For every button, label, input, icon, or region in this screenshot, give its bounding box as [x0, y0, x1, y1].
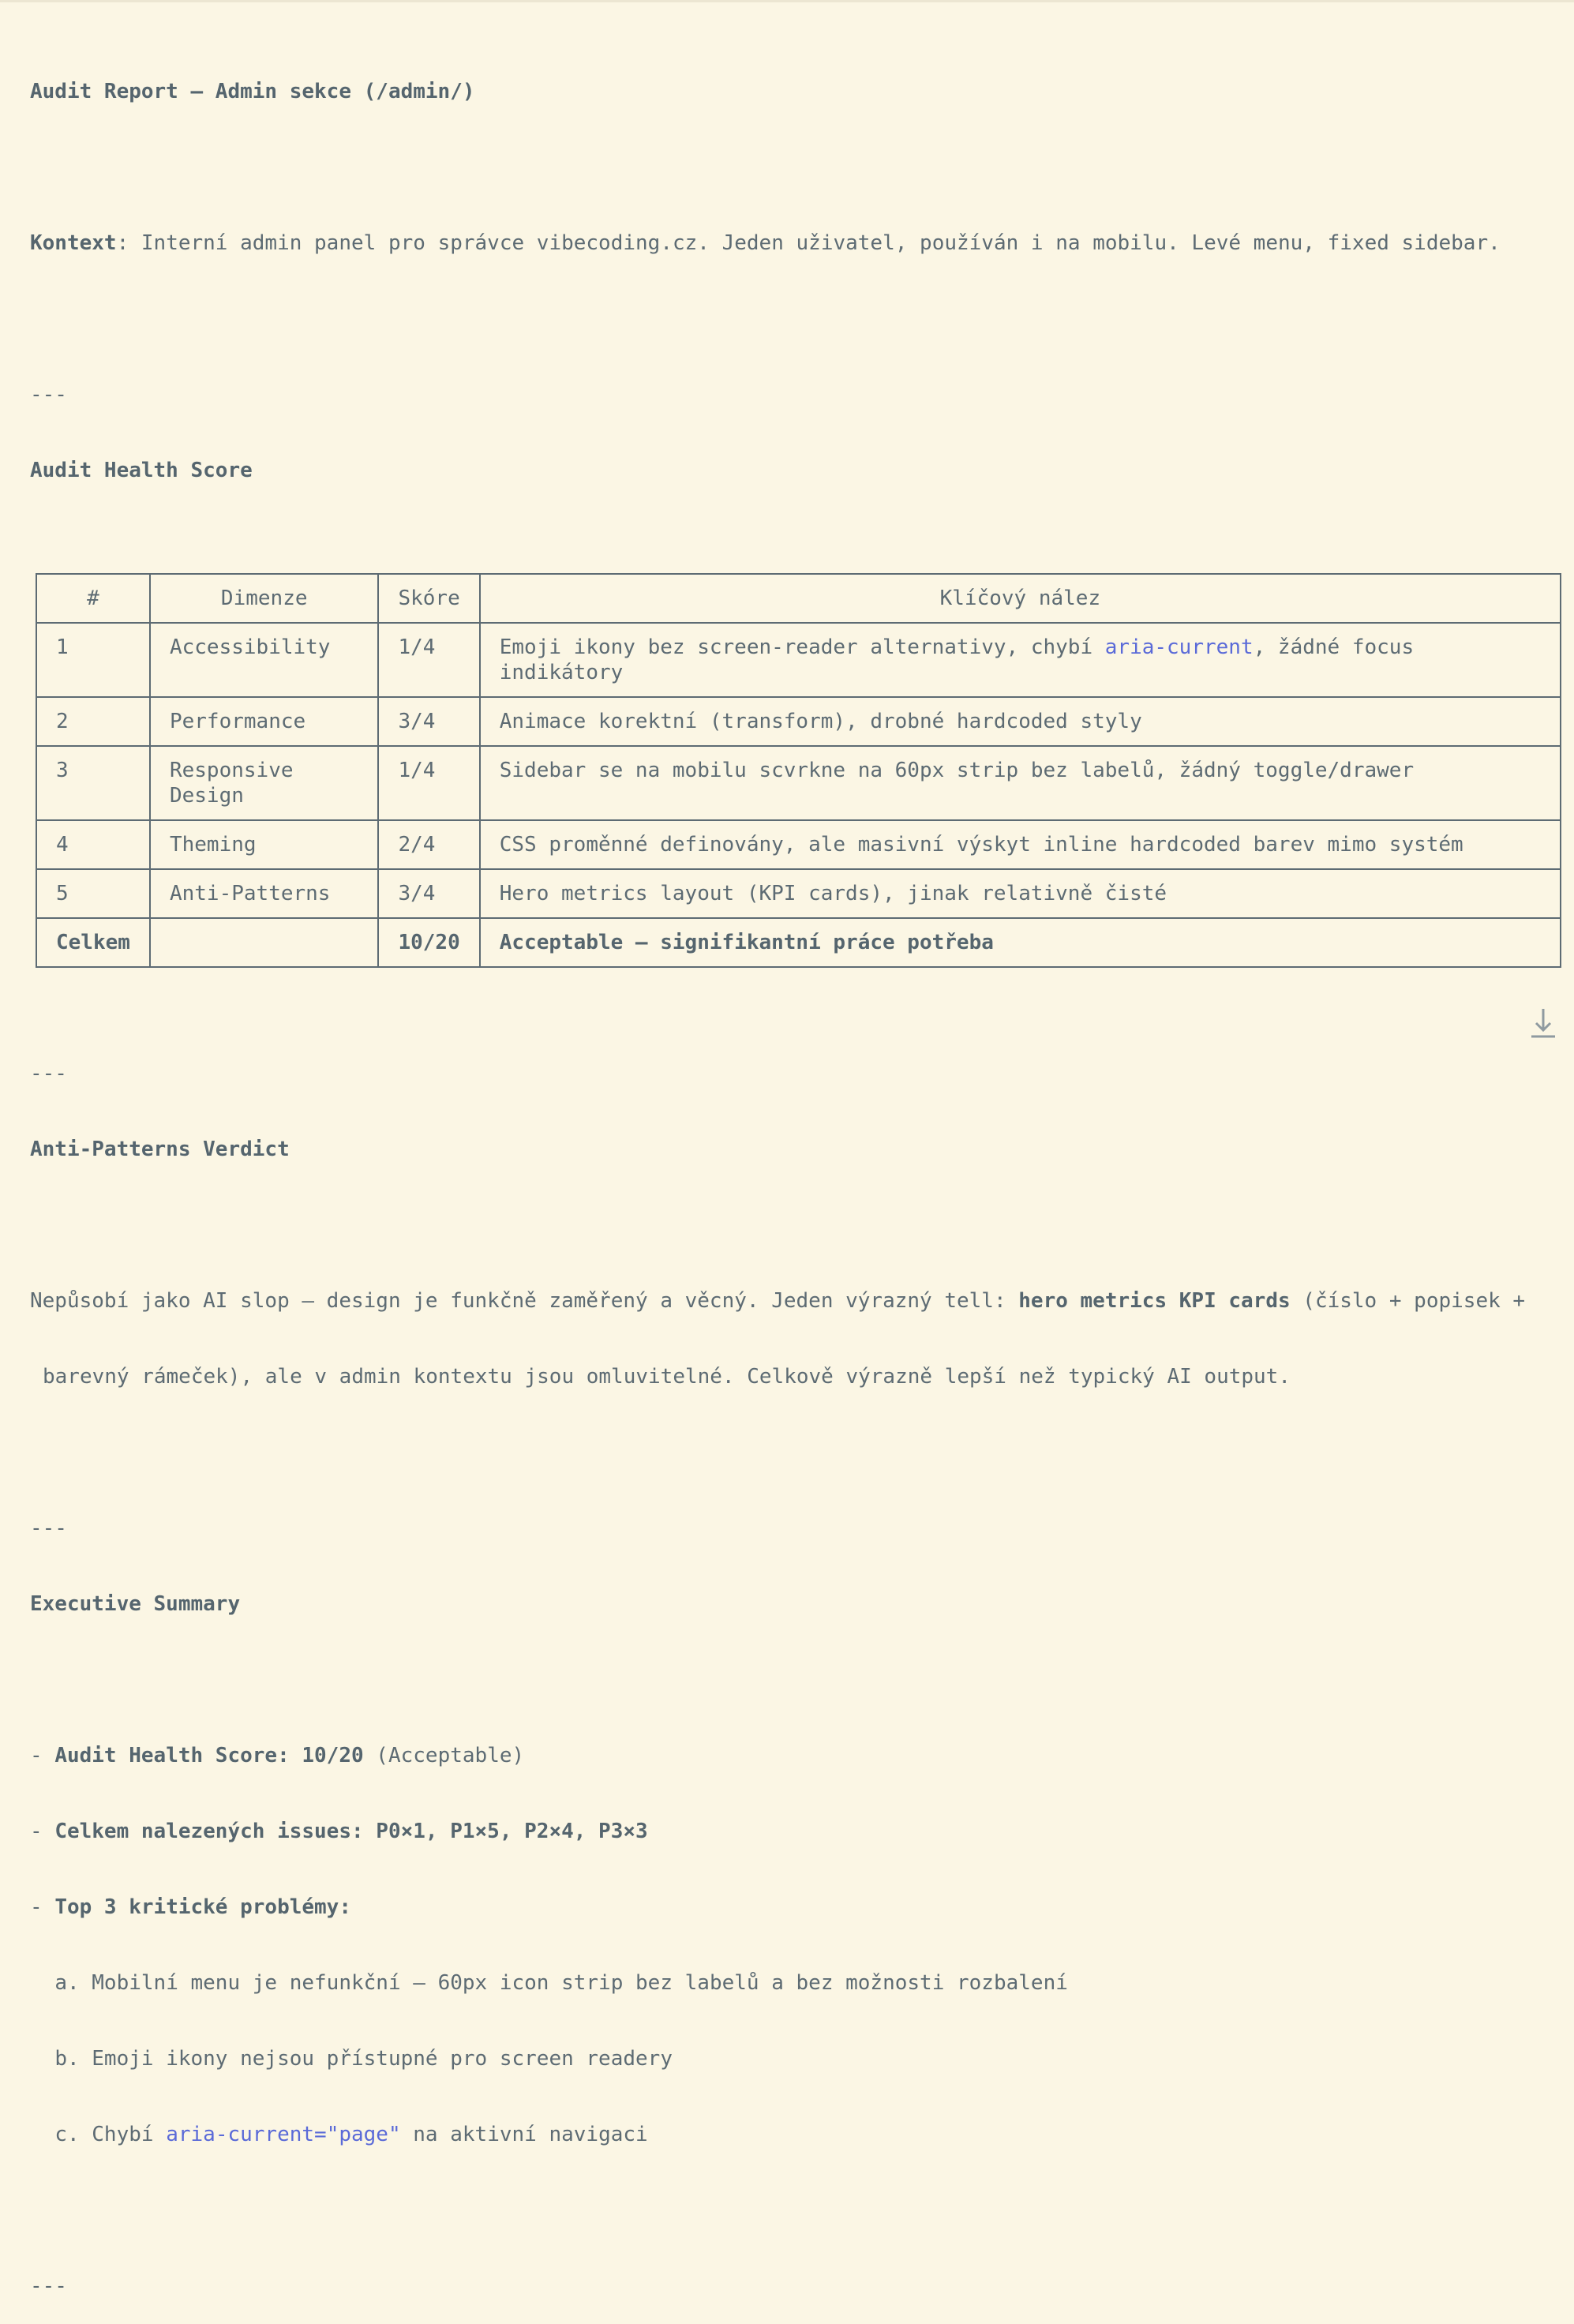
total-empty: [150, 918, 379, 967]
row-score: 2/4: [378, 820, 479, 869]
finding-text: Emoji ikony bez screen-reader alternativy, chybí: [499, 635, 1105, 659]
row-dimension: Anti-Patterns: [150, 869, 379, 918]
column-header: Klíčový nález: [480, 574, 1561, 623]
row-finding: Hero metrics layout (KPI cards), jinak relativně čisté: [480, 869, 1561, 918]
verdict-text: Nepůsobí jako AI slop — design je funkčně zaměřený a věcný. Jeden výrazný tell:: [30, 1289, 1019, 1313]
table-total-row: [36, 918, 1561, 967]
total-label: Celkem: [36, 918, 150, 967]
row-score: 3/4: [378, 869, 479, 918]
subitem-text: na aktivní navigaci: [400, 2123, 648, 2146]
row-number: 1: [36, 623, 150, 697]
row-number: 3: [36, 746, 150, 820]
context-label: Kontext: [30, 231, 117, 255]
separator: ---: [30, 1516, 67, 1540]
row-score: 3/4: [378, 697, 479, 746]
summary-subitem: [30, 2046, 1561, 2071]
summary-item-text: (Acceptable): [363, 1744, 525, 1767]
total-finding: Acceptable — signifikantní práce potřeba: [480, 918, 1561, 967]
total-score: 10/20: [378, 918, 479, 967]
verdict-line-1: [30, 1288, 1561, 1314]
row-number: 5: [36, 869, 150, 918]
verdict-text: (číslo + popisek +: [1290, 1289, 1526, 1313]
summary-item-text: :: [339, 1895, 351, 1919]
table-row: [36, 623, 1561, 697]
summary-item: - Celkem nalezených issues: P0×1, P1×5, P2×4, P3×3: [30, 1820, 648, 1843]
summary-item-label: Top 3 kritické problémy: [54, 1895, 339, 1919]
row-dimension: Accessibility: [150, 623, 379, 697]
separator: ---: [30, 2274, 67, 2298]
finding-text: , žádné focus indikátory: [499, 635, 1415, 684]
summary-item-label: Celkem nalezených issues: P0×1, P1×5, P2×4, P3×3: [54, 1820, 648, 1843]
subitem-text: c. Chybí: [54, 2123, 167, 2146]
summary-subitem: [30, 1970, 1561, 1996]
health-score-table: [36, 573, 1561, 968]
table-row: [36, 820, 1561, 869]
verdict-line-2: barevný rámeček), ale v admin kontextu jsou omluvitelné. Celkově výrazně lepší než typický AI output.: [43, 1365, 1291, 1389]
summary-heading: Executive Summary: [30, 1592, 241, 1616]
column-header: Dimenze: [150, 574, 379, 623]
inline-code: aria-current: [1104, 635, 1254, 659]
health-heading: Audit Health Score: [30, 459, 253, 482]
row-dimension: Responsive Design: [150, 746, 379, 820]
summary-subitem: [30, 2122, 1561, 2147]
table-header-row: [36, 574, 1561, 623]
row-number: 4: [36, 820, 150, 869]
row-score: 1/4: [378, 746, 479, 820]
summary-item-label: Audit Health Score: 10/20: [54, 1744, 364, 1767]
subitem-text: a. Mobilní menu je nefunkční — 60px icon strip bez labelů a bez možnosti rozbalení: [54, 1971, 1068, 1995]
verdict-heading: Anti-Patterns Verdict: [30, 1138, 290, 1161]
summary-item: - Audit Health Score: 10/20 (Acceptable): [30, 1744, 525, 1767]
table-row: [36, 697, 1561, 746]
row-finding: CSS proměnné definovány, ale masivní výskyt inline hardcoded barev mimo systém: [480, 820, 1561, 869]
table-row: [36, 869, 1561, 918]
subitem-text: b. Emoji ikony nejsou přístupné pro screen readery: [54, 2047, 673, 2071]
verdict-highlight: hero metrics KPI cards: [1018, 1289, 1291, 1313]
row-dimension: Performance: [150, 697, 379, 746]
top-divider: [0, 0, 1574, 2]
report-title: Audit Report — Admin sekce (/admin/): [30, 80, 475, 103]
row-number: 2: [36, 697, 150, 746]
download-icon[interactable]: [1530, 1007, 1557, 1039]
context-text: : Interní admin panel pro správce vibecoding.cz. Jeden uživatel, používán i na mobilu. Levé menu, fixed sidebar.: [116, 231, 1501, 255]
table-row: [36, 746, 1561, 820]
audit-report-document: [30, 3, 1561, 2324]
row-finding: Sidebar se na mobilu scvrkne na 60px strip bez labelů, žádný toggle/drawer: [480, 746, 1561, 820]
summary-item: - Top 3 kritické problémy:: [30, 1895, 351, 1919]
separator: ---: [30, 383, 67, 407]
inline-code: aria-current="page": [166, 2123, 401, 2146]
row-dimension: Theming: [150, 820, 379, 869]
row-score: 1/4: [378, 623, 479, 697]
separator: ---: [30, 1062, 67, 1085]
column-header: Skóre: [378, 574, 479, 623]
row-finding: Animace korektní (transform), drobné hardcoded styly: [480, 697, 1561, 746]
column-header: #: [36, 574, 150, 623]
context-line: [30, 231, 1561, 256]
row-finding: [480, 623, 1561, 697]
